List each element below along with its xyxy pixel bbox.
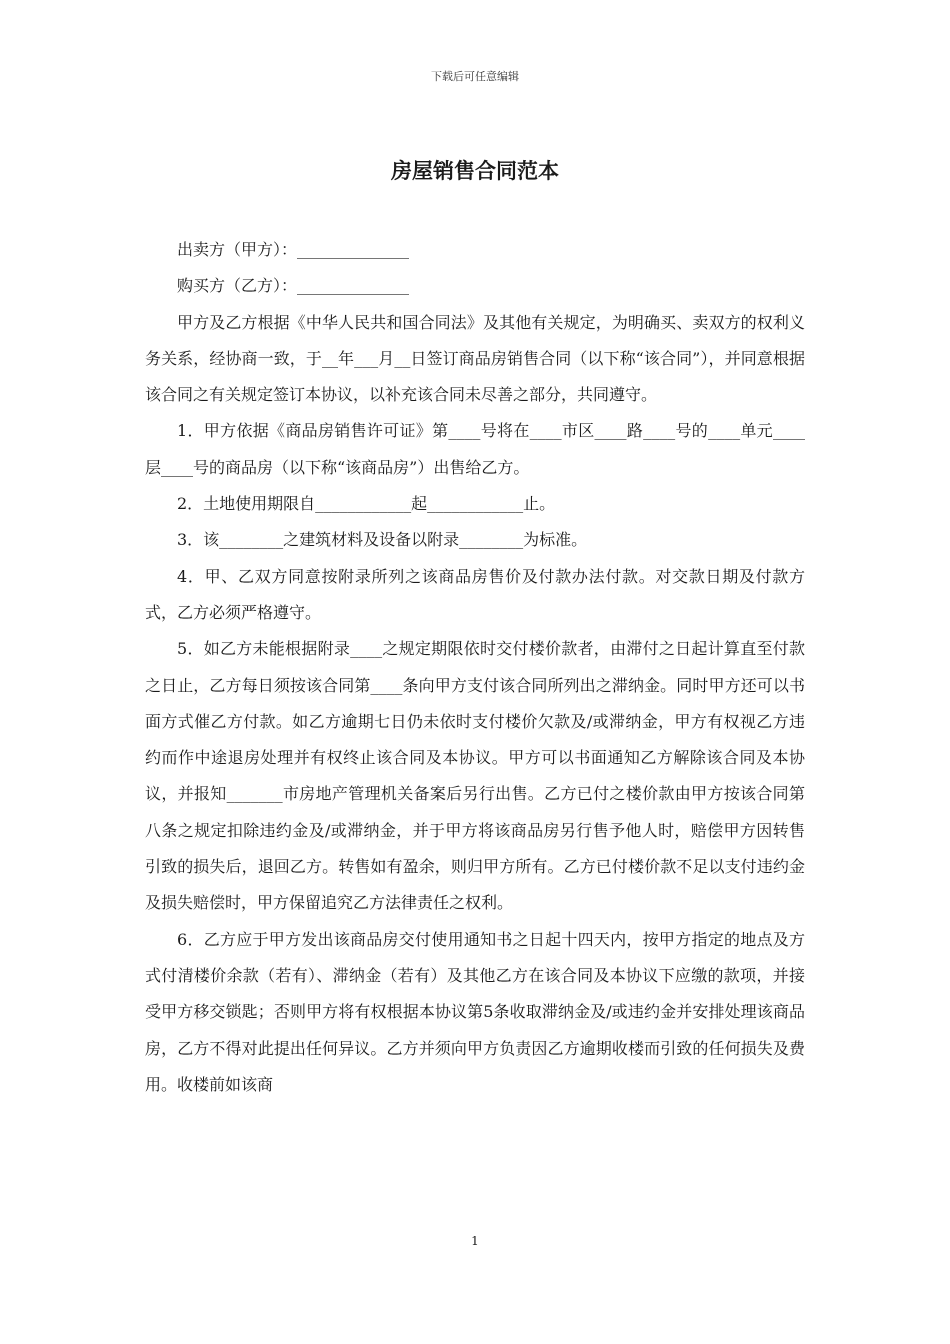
buyer-line: 购买方（乙方）：______________ xyxy=(177,276,410,296)
seller-line: 出卖方（甲方）：______________ xyxy=(177,240,410,259)
clause-3-paragraph: 3．该________之建筑材料及设备以附录________为标准。 xyxy=(177,530,588,550)
header-note: 下载后可任意编辑 xyxy=(431,70,519,83)
clause-1-paragraph: 1．甲方依据《商品房销售许可证》第____号将在____市区____路____号的____单元____层____号的商品房（以下称“该商品房”）出售给乙方。 xyxy=(145,421,805,477)
document-body xyxy=(145,232,805,1103)
clause-5-paragraph: 5．如乙方未能根据附录____之规定期限依时交付楼价款者，由滞付之日起计算直至付款之日止，乙方每日须按该合同第____条向甲方支付该合同所列出之滞纳金。同时甲方还可以书面方式催乙方付款。如乙方逾期七日仍未依时支付楼价欠款及/或滞纳金，甲方有权视乙方违约而作中途退房处理并有权终止该合同及本协议。甲方可以书面通知乙方解除该合同及本协议，并报知_______市房地产管理机关备案后另行出售。乙方已付之楼价款由甲方按该合同第八条之规定扣除违约金及/或滞纳金，并于甲方将该商品房另行售予他人时，赔偿甲方因转售引致的损失后，退回乙方。转售如有盈余，则归甲方所有。乙方已付楼价款不足以支付违约金及损失赔偿时，甲方保留追究乙方法律责任之权利。 xyxy=(145,639,805,913)
clause-6-paragraph: 6．乙方应于甲方发出该商品房交付使用通知书之日起十四天内，按甲方指定的地点及方式付清楼价余款（若有）、滞纳金（若有）及其他乙方在该合同及本协议下应缴的款项，并接受甲方移交锁匙；否则甲方将有权根据本协议第5条收取滞纳金及/或违约金并安排处理该商品房，乙方不得对此提出任何异议。乙方并须向甲方负责因乙方逾期收楼而引致的任何损失及费用。收楼前如该商 xyxy=(145,929,805,1094)
document-title: 房屋销售合同范本 xyxy=(391,159,559,183)
preamble-paragraph: 甲方及乙方根据《中华人民共和国合同法》及其他有关规定，为明确买、卖双方的权利义务关系，经协商一致，于__年___月__日签订商品房销售合同（以下称“该合同”），并同意根据该合同之有关规定签订本协议，以补充该合同未尽善之部分，共同遵守。 xyxy=(145,312,805,405)
clause-4-paragraph: 4．甲、乙双方同意按附录所列之该商品房售价及付款办法付款。对交款日期及付款方式，乙方必须严格遵守。 xyxy=(145,566,805,622)
clause-2-paragraph: 2．土地使用期限自____________起____________止。 xyxy=(177,494,556,514)
page-number: 1 xyxy=(471,1234,479,1248)
